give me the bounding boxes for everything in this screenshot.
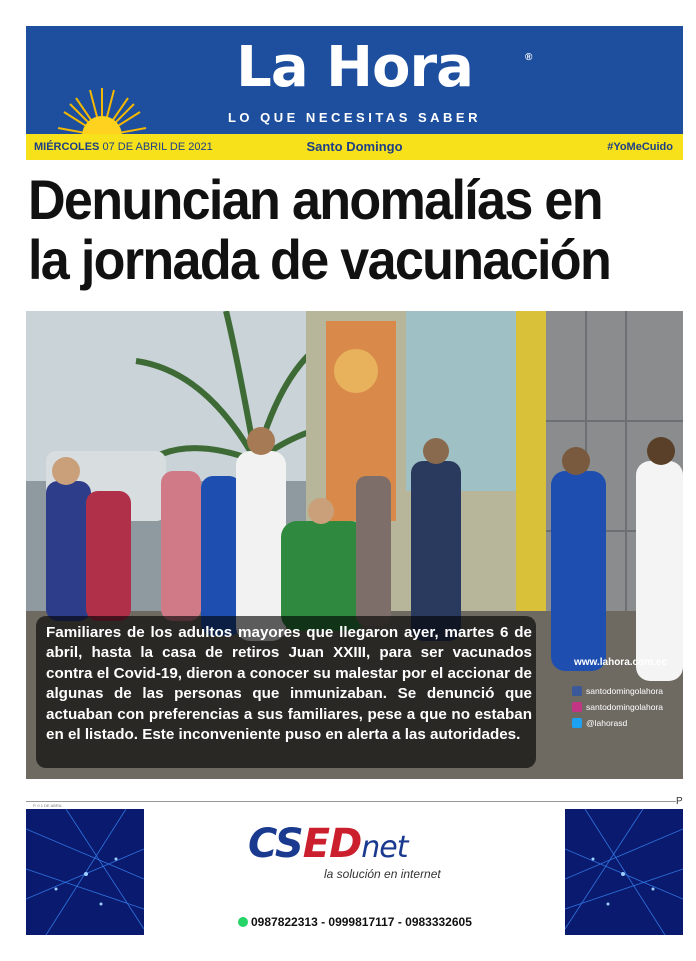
social-handle: santodomingolahora [586,702,664,712]
social-twitter[interactable] [572,715,663,731]
ad-network-art-right [565,809,683,935]
social-handle: santodomingolahora [586,686,664,696]
social-links [572,683,663,731]
headline [28,170,679,290]
news-photo [26,311,683,779]
edition-city: Santo Domingo [306,139,403,154]
logo-part-3: net [361,830,408,865]
page-mark: P [676,796,683,807]
registered-mark: ® [525,52,533,63]
headline-line-1: Denuncian anomalías en [28,168,602,231]
phone-numbers: 0987822313 - 0999817117 - 0983332605 [251,915,472,929]
facebook-icon [572,686,582,696]
csednet-logo[interactable] [248,821,408,867]
issue-date-text: 07 DE ABRIL DE 2021 [102,141,213,153]
ad-slogan: la solución en internet [324,867,441,881]
network-pattern-icon [26,809,144,935]
brand-logo[interactable]: La Hora [236,35,473,100]
logo-part-1: CS [248,821,303,867]
tagline: LO QUE NECESITAS SABER [227,110,481,125]
website-link[interactable]: www.lahora.com.ec [574,657,667,668]
twitter-icon [572,718,582,728]
social-handle: @lahorasd [586,718,628,728]
headline-line-2: la jornada de vacunación [28,228,611,291]
ad-phones [238,915,472,929]
hashtag[interactable]: #YoMeCuido [607,141,673,153]
social-facebook[interactable] [572,683,663,699]
advertisement[interactable] [26,809,683,935]
date-bar [26,134,683,160]
section-divider [26,801,676,802]
logo-part-2: ED [302,821,362,867]
instagram-icon [572,702,582,712]
photo-caption: Familiares de los adultos mayores que llegaron ayer, martes 6 de abril, hasta la casa de retiros Juan XXIII, para ser vacunados contra el Covid-19, dieron a conocer su malestar por el accionar de algunas de las personas que inmunizaban. Se denunció que actuaban con preferencias a sus familiares, pese a que no estaban en el listado. Este inconveniente puso en alerta a las autoridades. [46,624,532,744]
social-instagram[interactable] [572,699,663,715]
issue-weekday: MIÉRCOLES [34,141,100,153]
divider-note: P. 0 1 DE ABRIL [33,803,63,808]
masthead [26,26,683,134]
whatsapp-icon [238,917,248,927]
ad-network-art-left [26,809,144,935]
network-pattern-icon [565,809,683,935]
